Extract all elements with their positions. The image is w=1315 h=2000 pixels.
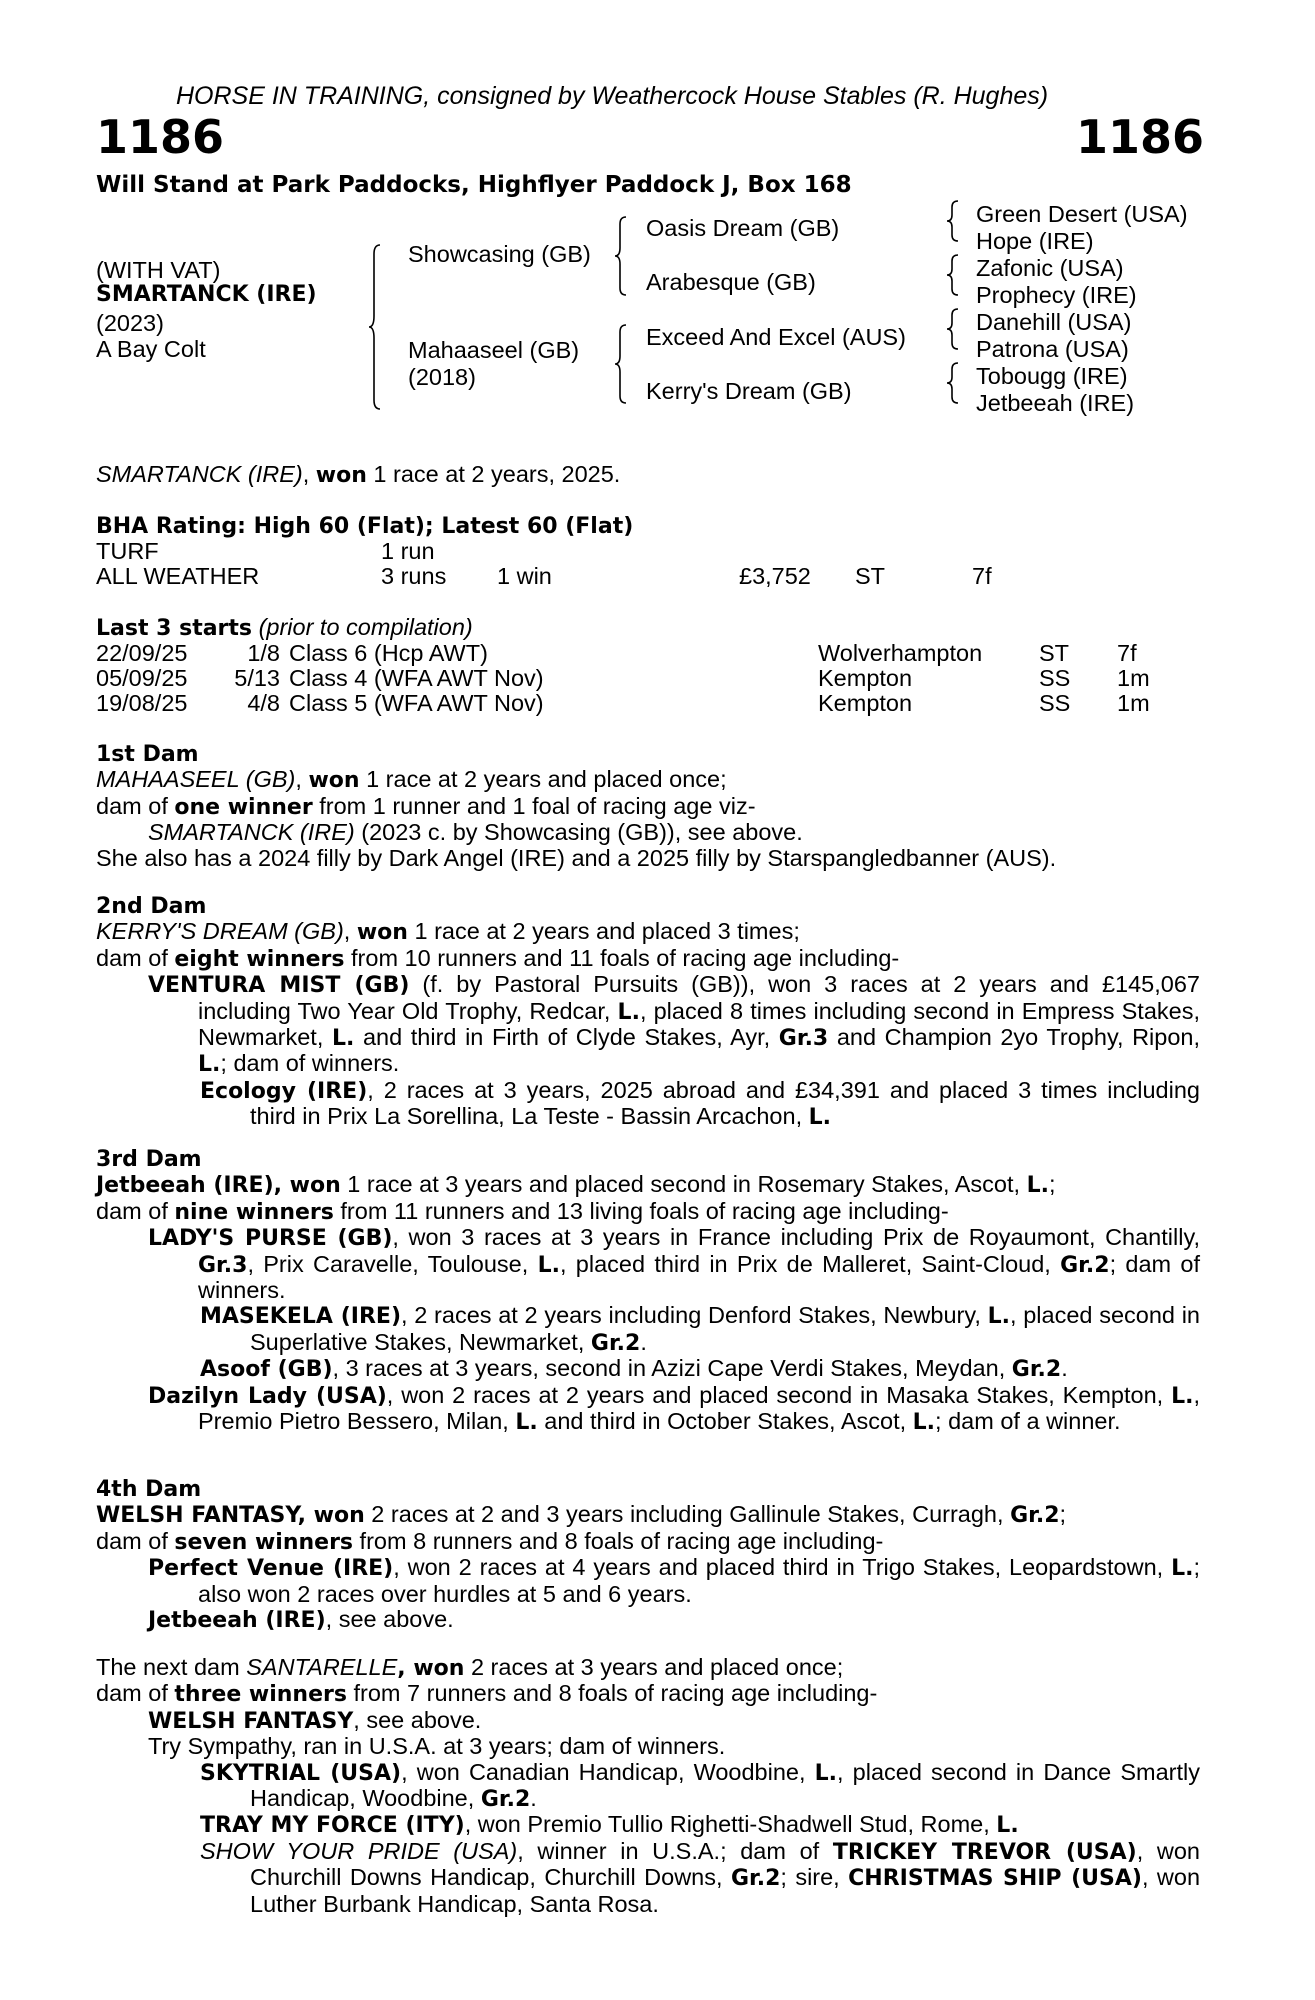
pedigree-bracket-dd	[948, 362, 966, 404]
start-date: 05/09/25	[96, 665, 188, 691]
turf-runs: 1 run	[381, 538, 435, 564]
pedigree-bracket-dam	[616, 324, 636, 404]
second-dam-heading: 2nd Dam	[96, 894, 207, 919]
pedigree-sire: Showcasing (GB)	[408, 241, 591, 267]
aw-label: ALL WEATHER	[96, 563, 260, 589]
first-dam-note: She also has a 2024 filly by Dark Angel (IRE) and a 2025 filly by Starspangledbanner (AUS).	[96, 844, 1057, 871]
start-class: Class 5 (WFA AWT Nov)	[289, 690, 544, 716]
first-dam-heading: 1st Dam	[96, 742, 199, 767]
second-dam-produce: dam of eight winners from 10 runners and 11 foals of racing age including-	[96, 944, 900, 972]
start-position: 5/13	[234, 665, 280, 691]
list-item: TRAY MY FORCE (ITY), won Premio Tullio Righetti-Shadwell Stud, Rome, L.	[200, 1811, 1019, 1839]
pedigree-sdd: Prophecy (IRE)	[976, 282, 1137, 308]
venue-line: Will Stand at Park Paddocks, Highflyer Paddock J, Box 168	[96, 172, 852, 198]
pedigree-sds: Zafonic (USA)	[976, 255, 1124, 281]
consignor-header: HORSE IN TRAINING, consigned by Weathercock House Stables (R. Hughes)	[176, 82, 1049, 110]
pedigree-bracket-sire	[616, 216, 636, 296]
aw-surface: ST	[855, 563, 886, 589]
third-dam-heading: 3rd Dam	[96, 1147, 202, 1172]
turf-label: TURF	[96, 538, 159, 564]
start-date: 22/09/25	[96, 640, 188, 666]
start-distance: 1m	[1117, 665, 1150, 691]
pedigree-dds: Tobougg (IRE)	[976, 363, 1128, 389]
start-course: Kempton	[818, 665, 913, 691]
list-item: WELSH FANTASY, see above.	[148, 1706, 482, 1734]
start-distance: 7f	[1117, 640, 1137, 666]
race-summary: SMARTANCK (IRE), won 1 race at 2 years, 2025.	[96, 461, 621, 488]
start-surface: SS	[1039, 665, 1071, 691]
list-item: VENTURA MIST (GB) (f. by Pastoral Pursuits (GB)), won 3 races at 2 years and £145,067 including Two Year Old Trophy, Redcar, L., placed 8 times including second in Empress Stakes, Newmarket, L. and third in Firth of Clyde Stakes, Ayr, Gr.3 and Champion 2yo Trophy, Ripon, L.; dam of winners.	[148, 971, 1201, 1078]
next-dam-produce: dam of three winners from 7 runners and 8 foals of racing age including-	[96, 1680, 878, 1708]
first-dam-foal: SMARTANCK (IRE) (2023 c. by Showcasing (GB)), see above.	[148, 819, 803, 846]
pedigree-dam-year: (2018)	[408, 364, 476, 390]
start-position: 1/8	[247, 640, 280, 666]
rating-title: BHA Rating: High 60 (Flat); Latest 60 (Flat)	[96, 514, 634, 539]
pedigree-bracket-ds	[948, 308, 966, 350]
lot-number-right: 1186	[1075, 110, 1204, 164]
pedigree-dam: Mahaaseel (GB)	[408, 337, 580, 363]
pedigree-dam-sire: Exceed And Excel (AUS)	[646, 324, 906, 350]
list-item: MASEKELA (IRE), 2 races at 2 years including Denford Stakes, Newbury, L., placed second in Superlative Stakes, Newmarket, Gr.2.	[200, 1302, 1200, 1356]
list-item: Dazilyn Lady (USA), won 2 races at 2 years and placed second in Masaka Stakes, Kempton, L., Premio Pietro Bessero, Milan, L. and third in October Stakes, Ascot, L.; dam of a winner.	[148, 1381, 1200, 1436]
aw-distance: 7f	[972, 563, 992, 589]
list-item: Try Sympathy, ran in U.S.A. at 3 years; dam of winners.	[148, 1733, 726, 1760]
fourth-dam-heading: 4th Dam	[96, 1477, 202, 1502]
start-course: Kempton	[818, 690, 913, 716]
list-item: LADY'S PURSE (GB), won 3 races at 3 years in France including Prix de Royaumont, Chantilly, Gr.3, Prix Caravelle, Toulouse, L., placed third in Prix de Malleret, Saint-Cloud, Gr.2; dam of winners.	[148, 1224, 1200, 1304]
fourth-dam-section	[96, 1477, 1200, 1633]
first-dam-line: MAHAASEEL (GB), won 1 race at 2 years and placed once;	[96, 766, 727, 794]
aw-runs: 3 runs	[381, 563, 447, 589]
pedigree-bracket-main	[370, 244, 390, 410]
list-item: Jetbeeah (IRE), see above.	[148, 1606, 454, 1634]
start-surface: ST	[1039, 640, 1070, 666]
first-dam-section	[96, 742, 1200, 871]
fourth-dam-produce: dam of seven winners from 8 runners and 8 foals of racing age including-	[96, 1527, 884, 1555]
list-item: Perfect Venue (IRE), won 2 races at 4 years and placed third in Trigo Stakes, Leopardstown, L.; also won 2 races over hurdles at 5 and 6 years.	[148, 1554, 1200, 1607]
start-surface: SS	[1039, 690, 1071, 716]
horse-year: (2023)	[96, 310, 164, 336]
start-distance: 1m	[1117, 690, 1150, 716]
third-dam-produce: dam of nine winners from 11 runners and 13 living foals of racing age including-	[96, 1197, 949, 1225]
list-item: Asoof (GB), 3 races at 3 years, second in Azizi Cape Verdi Stakes, Meydan, Gr.2.	[200, 1355, 1068, 1383]
aw-wins: 1 win	[497, 563, 552, 589]
start-class: Class 6 (Hcp AWT)	[289, 640, 488, 666]
pedigree-sire-sire: Oasis Dream (GB)	[646, 215, 840, 241]
start-course: Wolverhampton	[818, 640, 983, 666]
third-dam-line: Jetbeeah (IRE), won 1 race at 3 years and placed second in Rosemary Stakes, Ascot, L.;	[96, 1171, 1056, 1199]
pedigree-bracket-ss	[948, 200, 966, 242]
lot-number-left: 1186	[96, 110, 225, 164]
vat-note: (WITH VAT)	[96, 257, 221, 283]
start-position: 4/8	[247, 690, 280, 716]
last-starts-title: Last 3 starts (prior to compilation)	[96, 614, 473, 641]
horse-description: A Bay Colt	[96, 336, 206, 362]
fourth-dam-line: WELSH FANTASY, won 2 races at 2 and 3 years including Gallinule Stakes, Curragh, Gr.2;	[96, 1501, 1067, 1529]
list-item: Ecology (IRE), 2 races at 3 years, 2025 abroad and £34,391 and placed 3 times including third in Prix La Sorellina, La Teste - Bassin Arcachon, L.	[200, 1076, 1200, 1131]
list-item: SKYTRIAL (USA), won Canadian Handicap, Woodbine, L., placed second in Dance Smartly Handicap, Woodbine, Gr.2.	[200, 1758, 1200, 1813]
pedigree-sire-dam: Arabesque (GB)	[646, 269, 816, 295]
pedigree-dsd: Patrona (USA)	[976, 336, 1129, 362]
list-item: SHOW YOUR PRIDE (USA), winner in U.S.A.; dam of TRICKEY TREVOR (USA), won Churchill Downs Handicap, Churchill Downs, Gr.2; sire, CHRISTMAS SHIP (USA), won Luther Burbank Handicap, Santa Rosa.	[200, 1837, 1201, 1917]
pedigree-ddd: Jetbeeah (IRE)	[976, 390, 1135, 416]
pedigree-dam-dam: Kerry's Dream (GB)	[646, 378, 852, 404]
pedigree-ssd: Hope (IRE)	[976, 228, 1094, 254]
first-dam-produce: dam of one winner from 1 runner and 1 foal of racing age viz-	[96, 792, 756, 820]
next-dam-line: The next dam SANTARELLE, won 2 races at 3 years and placed once;	[96, 1654, 844, 1681]
third-dam-section	[96, 1147, 1200, 1435]
pedigree-dss: Danehill (USA)	[976, 309, 1132, 335]
pedigree-sss: Green Desert (USA)	[976, 201, 1188, 227]
second-dam-line: KERRY'S DREAM (GB), won 1 race at 2 years and placed 3 times;	[96, 918, 800, 946]
horse-name: SMARTANCK (IRE)	[96, 282, 317, 307]
aw-prize: £3,752	[739, 563, 811, 589]
second-dam-section	[96, 894, 1200, 1131]
start-date: 19/08/25	[96, 690, 188, 716]
start-class: Class 4 (WFA AWT Nov)	[289, 665, 544, 691]
pedigree-bracket-sd	[948, 254, 966, 296]
next-dam-section	[96, 1655, 1200, 1917]
